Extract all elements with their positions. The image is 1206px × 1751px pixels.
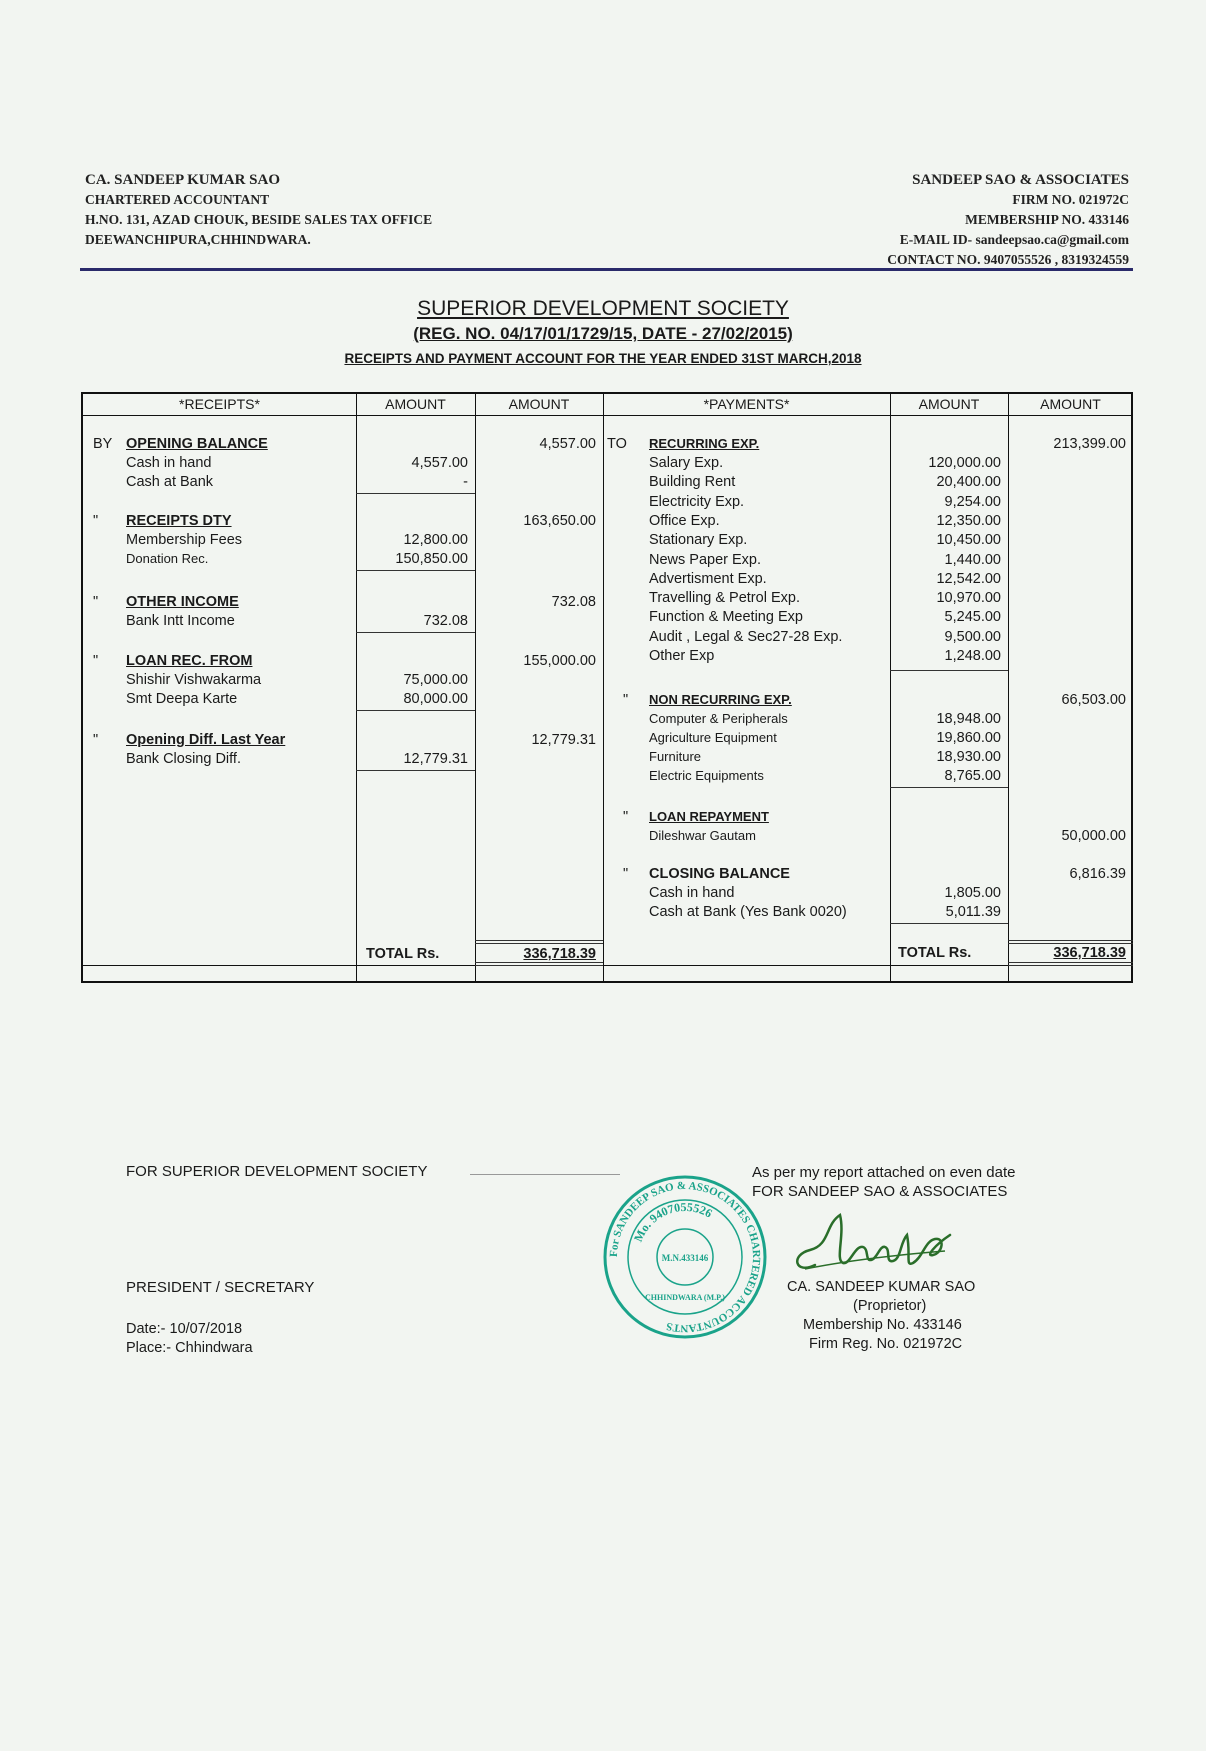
payment-item-amount: 10,450.00 [936, 532, 1001, 549]
firm-number: FIRM NO. 021972C [1012, 192, 1129, 207]
stamp-mobile: Mo. 9407055526 [630, 1199, 715, 1244]
payment-item-amount: 5,245.00 [944, 609, 1001, 626]
accountant-address-block [85, 170, 432, 250]
loan-repayment-name: Dileshwar Gautam [649, 828, 756, 843]
payment-item-amount: 1,440.00 [944, 551, 1001, 568]
membership-fees: Membership Fees [126, 532, 243, 548]
payment-item-amount: 18,930.00 [936, 749, 1001, 765]
payment-item-amount: 9,254.00 [944, 493, 1001, 510]
payment-item-amount: 12,542.00 [936, 570, 1001, 587]
receipt-cash-at-bank-amount: - [463, 474, 468, 490]
payment-item-name: Computer & Peripherals [649, 711, 788, 726]
accountant-name: CA. SANDEEP KUMAR SAO [85, 172, 281, 188]
payment-item-name: Travelling & Petrol Exp. [649, 590, 800, 607]
address-line-1: H.NO. 131, AZAD CHOUK, BESIDE SALES TAX OFFICE [85, 212, 433, 227]
closing-balance-label: CLOSING BALANCE [649, 866, 790, 882]
for-society-label: FOR SUPERIOR DEVELOPMENT SOCIETY [126, 1163, 428, 1180]
president-secretary: PRESIDENT / SECRETARY [126, 1279, 315, 1296]
signatory-role: (Proprietor) [853, 1298, 927, 1314]
signatory-firm-reg: Firm Reg. No. 021972C [809, 1336, 963, 1352]
ditto-mark: " [93, 594, 99, 610]
header-amount-2: AMOUNT [508, 396, 570, 412]
loan-person-2: Smt Deepa Karte [126, 691, 238, 707]
payment-item-name: Advertisment Exp. [649, 570, 767, 587]
payment-item-amount: 1,248.00 [944, 648, 1001, 664]
payment-item-name: Building Rent [649, 474, 736, 491]
bank-closing-diff-amount: 12,779.31 [403, 751, 468, 767]
non-recurring-exp-label: NON RECURRING EXP. [649, 692, 792, 707]
handwritten-signature [785, 1205, 965, 1285]
loan-person-2-amount: 80,000.00 [403, 691, 468, 707]
closing-cash-at-bank: Cash at Bank (Yes Bank 0020) [649, 904, 847, 920]
address-line-2: DEEWANCHIPURA,CHHINDWARA. [85, 232, 311, 247]
for-firm-label: FOR SANDEEP SAO & ASSOCIATES [752, 1183, 1008, 1200]
bank-intt-income-amount: 732.08 [423, 613, 468, 629]
opening-diff-label: Opening Diff. Last Year [126, 732, 286, 748]
header-amount-4: AMOUNT [1040, 396, 1101, 412]
payment-item-amount: 120,000.00 [928, 455, 1001, 471]
closing-cash-in-hand-amount: 1,805.00 [944, 885, 1001, 901]
registration-line: (REG. NO. 04/17/01/1729/15, DATE - 27/02/2015) [413, 324, 793, 343]
payment-item-amount: 9,500.00 [944, 628, 1001, 645]
opening-balance-label: OPENING BALANCE [126, 436, 268, 452]
header-receipts: *RECEIPTS* [179, 396, 260, 412]
payment-item-name: Function & Meeting Exp [649, 609, 803, 626]
membership-number: MEMBERSHIP NO. 433146 [965, 212, 1129, 227]
payment-item-name: Agriculture Equipment [649, 730, 777, 745]
payments-total: 336,718.39 [1053, 945, 1126, 961]
closing-cash-in-hand: Cash in hand [649, 885, 735, 901]
receipts-dty-label: RECEIPTS DTY [126, 513, 232, 529]
header-payments: *PAYMENTS* [703, 396, 790, 412]
email: E-MAIL ID- sandeepsao.ca@gmail.com [899, 232, 1129, 247]
payment-item-name: Electric Equipments [649, 768, 764, 783]
loan-person-1-amount: 75,000.00 [403, 672, 468, 688]
receipts-total: 336,718.39 [523, 946, 596, 962]
membership-fees-amount: 12,800.00 [403, 532, 468, 548]
stamp-outer-text: For SANDEEP SAO & ASSOCIATES CHARTERED ACCOUNTANTS [607, 1179, 763, 1335]
report-note: As per my report attached on even date [752, 1164, 1016, 1181]
firm-seal-stamp [600, 1172, 770, 1342]
loan-rec-total: 155,000.00 [523, 653, 596, 669]
contact-number: CONTACT NO. 9407055526 , 8319324559 [887, 252, 1129, 267]
header-amount-1: AMOUNT [385, 396, 446, 412]
closing-balance-total: 6,816.39 [1069, 866, 1126, 882]
receipt-cash-at-bank: Cash at Bank [126, 474, 214, 490]
ditto-mark: " [623, 809, 629, 825]
receipt-cash-in-hand: Cash in hand [126, 455, 212, 471]
payment-item-name: News Paper Exp. [649, 551, 762, 568]
ditto-mark: " [623, 866, 629, 882]
other-income-total: 732.08 [551, 594, 596, 610]
payment-item-amount: 19,860.00 [936, 730, 1001, 746]
payment-item-name: Office Exp. [649, 512, 720, 529]
receipt-cash-in-hand-amount: 4,557.00 [411, 455, 468, 471]
payment-item-name: Furniture [649, 749, 702, 764]
payment-item-amount: 10,970.00 [936, 590, 1001, 607]
signature-line [470, 1174, 620, 1175]
signatory-name: CA. SANDEEP KUMAR SAO [787, 1279, 976, 1295]
signatory-membership: Membership No. 433146 [803, 1317, 962, 1333]
firm-name: SANDEEP SAO & ASSOCIATES [912, 172, 1129, 188]
payment-item-amount: 20,400.00 [936, 474, 1001, 491]
stamp-center: M.N.433146 [661, 1253, 709, 1263]
accountant-designation: CHARTERED ACCOUNTANT [85, 192, 270, 207]
stamp-city: CHHINDWARA (M.P.) [645, 1293, 725, 1302]
ditto-mark: " [93, 732, 99, 748]
payment-item-name: Electricity Exp. [649, 493, 745, 510]
society-title: SUPERIOR DEVELOPMENT SOCIETY [417, 297, 789, 320]
opening-balance-total: 4,557.00 [539, 436, 596, 452]
payment-item-amount: 18,948.00 [936, 711, 1001, 727]
loan-person-1: Shishir Vishwakarma [126, 672, 262, 688]
statement-title: RECEIPTS AND PAYMENT ACCOUNT FOR THE YEAR ENDED 31ST MARCH,2018 [344, 351, 862, 366]
firm-details-block [887, 170, 1129, 270]
closing-cash-at-bank-amount: 5,011.39 [945, 904, 1001, 920]
ditto-mark: " [93, 513, 99, 529]
payment-item-name: Audit , Legal & Sec27-28 Exp. [649, 628, 843, 645]
receipts-total-label: TOTAL Rs. [366, 946, 440, 962]
payments-total-label: TOTAL Rs. [898, 945, 972, 961]
payment-item-name: Stationary Exp. [649, 532, 748, 549]
ditto-mark: " [93, 653, 99, 669]
other-income-label: OTHER INCOME [126, 594, 239, 610]
loan-rec-label: LOAN REC. FROM [126, 653, 253, 669]
to-label: TO [607, 436, 627, 452]
loan-repayment-label: LOAN REPAYMENT [649, 809, 769, 824]
bank-closing-diff: Bank Closing Diff. [126, 751, 241, 767]
header-amount-3: AMOUNT [918, 396, 980, 412]
receipts-dty-total: 163,650.00 [523, 513, 596, 529]
by-label: BY [93, 436, 113, 452]
opening-diff-total: 12,779.31 [531, 732, 596, 748]
receipts-payments-table [81, 392, 1133, 983]
bank-intt-income: Bank Intt Income [126, 613, 235, 629]
donation-rec: Donation Rec. [126, 551, 209, 566]
recurring-exp-total: 213,399.00 [1053, 436, 1126, 452]
payment-item-name: Other Exp [649, 648, 715, 664]
place: Place:- Chhindwara [126, 1340, 253, 1356]
date: Date:- 10/07/2018 [126, 1321, 243, 1337]
recurring-exp-label: RECURRING EXP. [649, 436, 760, 451]
non-recurring-exp-total: 66,503.00 [1061, 692, 1126, 708]
payment-item-amount: 12,350.00 [936, 512, 1001, 529]
payment-item-name: Salary Exp. [649, 455, 724, 471]
header-divider [80, 268, 1133, 271]
payment-item-amount: 8,765.00 [944, 768, 1001, 784]
loan-repayment-total: 50,000.00 [1061, 828, 1126, 844]
donation-rec-amount: 150,850.00 [395, 551, 468, 567]
ditto-mark: " [623, 692, 629, 708]
